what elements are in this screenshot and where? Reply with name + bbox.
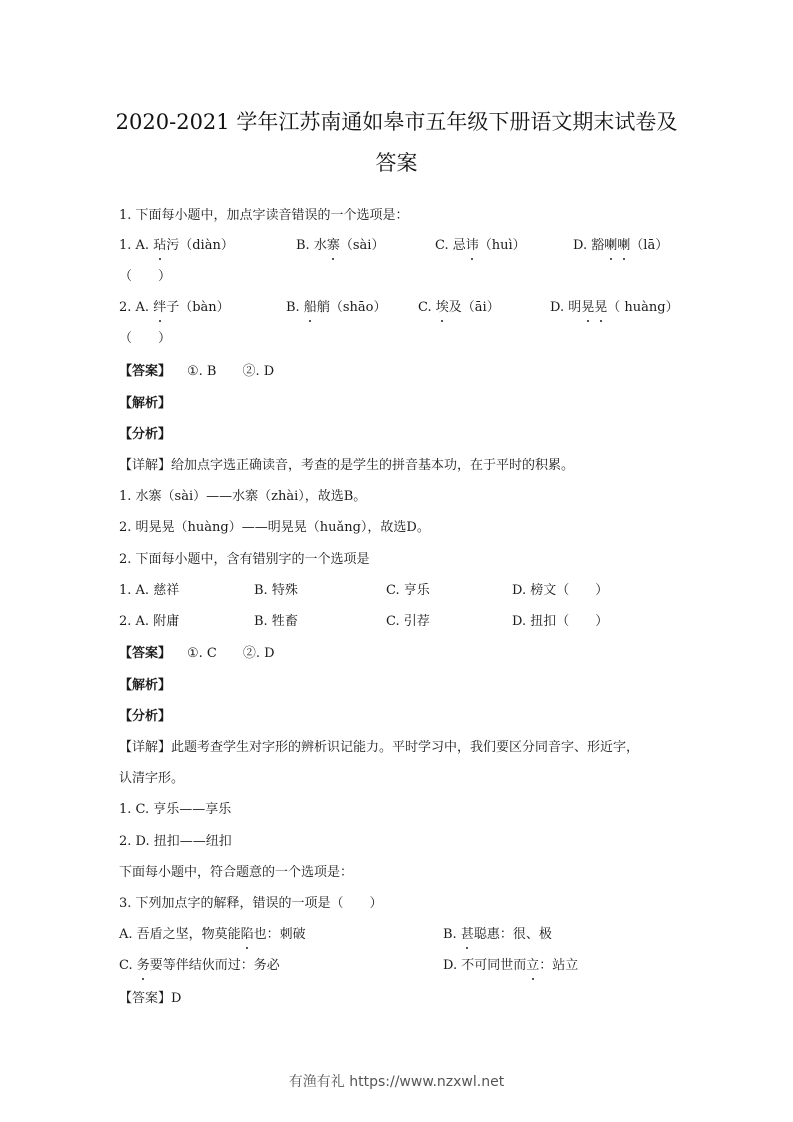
q1-sub1-prefix: 1. A. <box>119 238 154 253</box>
q3-option-b <box>443 926 552 944</box>
q1-stem: 1. 下面每小题中，加点字读音错误的一个选项是： <box>119 208 409 223</box>
q1-sub2-option-b <box>286 299 386 317</box>
q3-option-c <box>119 957 280 975</box>
q2-sub2-option-d: D. 扭扣（ ） <box>512 614 609 629</box>
emphasized-char: 务 <box>136 958 150 973</box>
emphasized-char: 讳 <box>465 238 479 253</box>
q1-explanation-2: 2. 明晃晃（huàng）——明晃晃（huǎng），故选D。 <box>119 520 430 535</box>
emphasized-char: 喇 <box>604 238 618 253</box>
text: C. <box>119 958 137 973</box>
pinyin: （huì） <box>478 238 526 253</box>
emphasized-char: 晃 <box>594 300 608 315</box>
answer-label: 【答案】 <box>119 646 172 661</box>
emphasized-char: 玷 <box>153 238 167 253</box>
answer-label: 【答案】 <box>119 364 172 379</box>
q1-fenxi-label: 【分析】 <box>119 427 172 442</box>
text: B. <box>443 927 461 942</box>
pinyin: （ huàng） <box>607 300 679 315</box>
q2-fenxi-label: 【分析】 <box>119 709 172 724</box>
option-label: C. <box>435 238 453 253</box>
pinyin: （bàn） <box>179 300 230 315</box>
emphasized-char: 埃 <box>435 300 449 315</box>
q1-sub1-option-d <box>573 237 668 255</box>
emphasized-char: 喇 <box>617 238 631 253</box>
text: 也：刺破 <box>253 927 306 942</box>
emphasized-char: 晃 <box>581 300 595 315</box>
emphasized-char: 立 <box>526 958 540 973</box>
q2-jiexi-label: 【解析】 <box>119 678 172 693</box>
option-label: C. <box>418 300 436 315</box>
q1-sub1-blank: （ ） <box>119 269 172 284</box>
option-label: B. <box>296 238 314 253</box>
q1-sub2-blank: （ ） <box>119 331 172 346</box>
q3-option-a <box>119 926 306 944</box>
char: 子 <box>166 300 180 315</box>
q3-answer: 【答案】D <box>119 991 182 1006</box>
answer-text: ①. C ②. D <box>187 646 275 661</box>
emphasized-char: 船 <box>303 300 317 315</box>
emphasized-char: 陷 <box>240 927 254 942</box>
text: ：站立 <box>539 958 579 973</box>
q2-sub2-option-c: C. 引荐 <box>386 614 430 629</box>
q2-explanation-2: 2. D. 扭扣——纽扣 <box>119 834 232 849</box>
emphasized-char: 甚 <box>460 927 474 942</box>
q2-explanation-1: 1. C. 亨乐——享乐 <box>119 802 232 817</box>
document-title-cont: 答案 <box>375 151 418 175</box>
q2-sub2-option-a: 2. A. 附庸 <box>119 614 180 629</box>
q1-sub2-option-c <box>418 299 500 317</box>
pinyin: （shāo） <box>329 300 387 315</box>
document-title: 2020-2021 学年江苏南通如皋市五年级下册语文期末试卷及 <box>115 110 678 134</box>
emphasized-char: 绊 <box>153 300 167 315</box>
q2-xiangjie: 【详解】此题考查学生对字形的辨析识记能力。平时学习中，我们要区分同音字、形近字， <box>119 740 640 755</box>
char: 污 <box>166 238 180 253</box>
text: 要等伴结伙而过：务必 <box>149 958 280 973</box>
char: 及 <box>448 300 462 315</box>
q1-sub1-option-a <box>119 237 234 255</box>
char: 豁 <box>591 238 605 253</box>
pinyin: （diàn） <box>179 238 234 253</box>
option-label: D. <box>573 238 592 253</box>
q1-sub2-option-d <box>550 299 679 317</box>
pinyin: （sài） <box>339 238 385 253</box>
char: 艄 <box>316 300 330 315</box>
q3-stem: 3. 下列加点字的解释，错误的一项是（ ） <box>119 896 383 911</box>
q3-option-d <box>443 957 578 975</box>
q1-explanation-1: 1. 水寨（sài）——水寨（zhài），故选B。 <box>119 489 367 504</box>
q2-sub1-option-c: C. 亨乐 <box>386 583 430 598</box>
char: 明 <box>568 300 582 315</box>
answer-text: ①. B ②. D <box>187 364 275 379</box>
pinyin: （lā） <box>630 238 669 253</box>
q2-stem: 2. 下面每小题中，含有错别字的一个选项是 <box>119 552 370 567</box>
q2-sub1-option-d: D. 榜文（ ） <box>512 583 609 598</box>
text: A. 吾盾之坚，物莫能 <box>119 927 241 942</box>
q2-sub1-option-b: B. 特殊 <box>254 583 298 598</box>
q1-sub2-option-a <box>119 299 230 317</box>
q3-intro: 下面每小题中，符合题意的一个选项是： <box>119 865 354 880</box>
q2-sub1-option-a: 1. A. 慈祥 <box>119 583 180 598</box>
q1-sub2-prefix: 2. A. <box>119 300 154 315</box>
q1-xiangjie: 【详解】给加点字选正确读音，考查的是学生的拼音基本功，在于平时的积累。 <box>119 458 575 473</box>
char: 水 <box>313 238 327 253</box>
q1-sub1-option-c <box>435 237 526 255</box>
q1-sub1-option-b <box>296 237 384 255</box>
q2-sub2-option-b: B. 牲畜 <box>254 614 298 629</box>
q1-jiexi-label: 【解析】 <box>119 396 172 411</box>
char: 忌 <box>452 238 466 253</box>
footer-watermark: 有渔有礼 https://www.nzxwl.net <box>288 1074 505 1090</box>
pinyin: （āi） <box>461 300 500 315</box>
option-label: B. <box>286 300 304 315</box>
q1-answer <box>119 363 274 381</box>
emphasized-char: 寨 <box>326 238 340 253</box>
text: D. 不可同世而 <box>443 958 527 973</box>
text: 聪惠：很、极 <box>473 927 552 942</box>
option-label: D. <box>550 300 569 315</box>
q2-xiangjie-cont: 认清字形。 <box>119 771 185 786</box>
q2-answer <box>119 645 275 663</box>
